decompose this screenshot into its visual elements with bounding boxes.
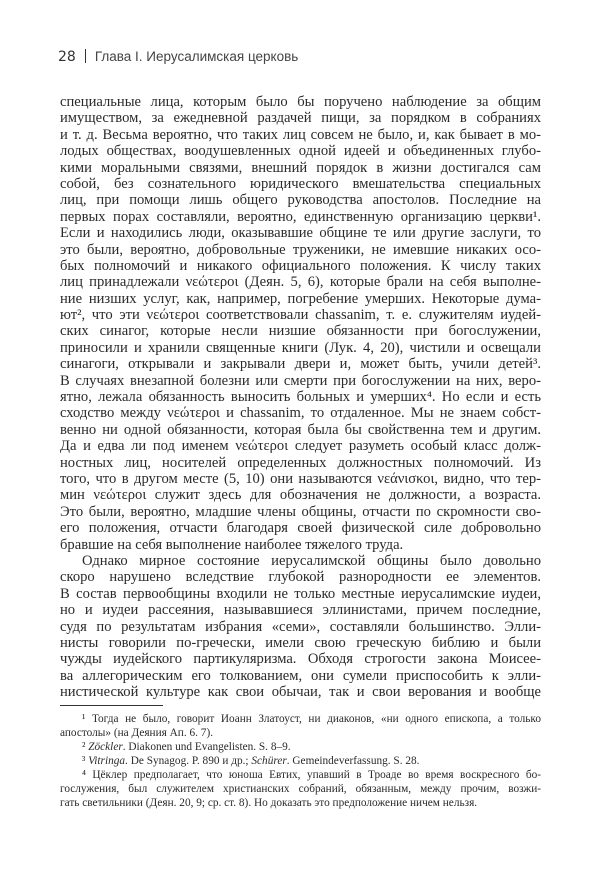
text-line: кими моральными связями, внешний порядок в жизни достигался сам [60, 159, 541, 176]
footnote-text: . De Synagog. P. 890 и др.; [125, 755, 252, 767]
text-line: приносили и хранили священные книги (Лук. 4, 20), чистили и освещали [60, 339, 541, 356]
text-line: ние низших услуг, как, например, погребение умерших. Некоторые дума- [60, 290, 541, 307]
footnote-text: апостолы» (на Деяния Ап. 6. 7). [60, 727, 214, 739]
text-line: нистической культуре как свои обычаи, так и свои верования и вообще [60, 684, 541, 701]
text-line: ют², что эти νεώτεροι соответствовали chassanim, т. е. служителям иудей- [60, 307, 541, 324]
text-line: ностных лиц, носителей определенных должностных полномочий. Из [60, 454, 541, 471]
text-line: судя по результатам избрания «семи», составляли большинство. Элли- [60, 618, 541, 635]
text-line: но и иудеи рассеяния, называвшиеся эллинистами, причем последние, [60, 602, 541, 619]
text-line: мин νεώτεροι служит здесь для обозначения не должности, а возраста. [60, 487, 541, 504]
footnote-text: ³ [82, 755, 89, 767]
text-line: нисты говорили по-гречески, имели свою греческую библию и были [60, 634, 541, 651]
footnote-line [60, 740, 541, 754]
footnote-rule [60, 705, 163, 706]
footnote-text: ⁴ Цёклер предполагает, что юноша Евтих, упавший в Троаде во время воскресного бо- [82, 769, 541, 781]
text-line: В случаях внезапной болезни или смерти при богослужении на них, веро- [60, 372, 541, 389]
text-line: это были, вероятно, добровольные труженики, не имевшие никаких осо- [60, 241, 541, 258]
text-line: скоро нарушено вследствие глубокой разнородности ее элементов. [60, 569, 541, 586]
page-number: 28 [58, 49, 76, 65]
text-line: лиц, при помощи лишь общего руководства апостолов. Последние на [60, 192, 541, 209]
footnote-line [60, 768, 541, 782]
text-line: Однако мирное состояние иерусалимской общины было довольно [82, 552, 541, 569]
text-line: ских синагог, которые несли низшие обязанности при богослужении, [60, 323, 541, 340]
text-line: венно ни одной обязанности, которая была бы свойственна тем и другим. [60, 421, 541, 438]
footnote-line [60, 754, 541, 768]
footnote-text: гать светильники (Деян. 20, 9; ср. ст. 8). Но доказать это предположение ничем нельзя. [60, 797, 478, 809]
author-name: Vitringa [88, 755, 126, 767]
text-line: специальные лица, которым было бы поручено наблюдение за общим [60, 94, 541, 110]
footnote-text: ¹ Тогда не было, говорит Иоанн Златоуст, ни диаконов, «ни одного епископа, а только [82, 713, 541, 725]
text-line: Если и находились люди, оказывавшие общине те или другие заслуги, то [60, 225, 541, 242]
footnote-text: ² [82, 741, 89, 753]
text-line: лодых обществах, воодушевленных одной идеей и объединенных глубо- [60, 143, 541, 160]
text-line: имуществом, за ежедневной раздачей пищи, за порядком в собраниях [60, 110, 541, 127]
text-line: бых полномочий и никакого официального положения. К числу таких [60, 257, 541, 274]
body-text [60, 94, 541, 700]
footnote-text: . Diakonen und Evangelisten. S. 8–9. [122, 741, 291, 753]
text-line: Это были, вероятно, младшие члены общины, отчасти по скромности сво- [60, 503, 541, 520]
footnote-text: гослужения, был служителем христианских собраний, обязанным, между прочим, возжи- [60, 783, 541, 795]
author-name: Schürer [251, 755, 287, 767]
text-line: Да и едва ли под именем νεώτεροι следует разуметь особый класс долж- [60, 438, 541, 455]
text-line: ва аллегорическим его толкованием, они сумели приспособить к элли- [60, 667, 541, 684]
header-divider [85, 49, 86, 63]
text-line: В состав первообщины входили не только местные иерусалимские иудеи, [60, 585, 541, 602]
text-line: собой, без сознательного юридического вмешательства специальных [60, 175, 541, 192]
footnotes [60, 712, 541, 810]
text-line: и т. д. Весьма вероятно, что таких лиц совсем не было, и, как бывает в мо- [60, 126, 541, 143]
text-line: синагоги, открывали и закрывали двери и, может быть, учили детей³. [60, 356, 541, 373]
chapter-title: Глава I. Иерусалимская церковь [94, 49, 299, 64]
text-line: ятно, лежала обязанность выносить больных и умерших⁴. Но если и есть [60, 389, 541, 406]
text-line: бравшие на себя выполнение наиболее тяжелого труда. [60, 536, 404, 553]
footnote-line [60, 712, 541, 726]
text-line: его положения, отчасти благодаря своей физической силе добровольно [60, 520, 541, 537]
running-header [58, 49, 298, 65]
text-line: того, что в другом месте (5, 10) они называются νεάνισκοι, видно, что тер- [60, 470, 541, 487]
text-line: лиц принадлежали νεώτεροι (Деян. 5, 6), которые брали на себя выполне- [60, 274, 541, 291]
footnote-line [60, 782, 541, 796]
text-line: сходство между νεώτεροι и chassanim, то отдаленное. Мы не знаем собст- [60, 405, 541, 422]
footnote-text: . Gemeindeverfassung. S. 28. [286, 755, 420, 767]
text-line: чужды иудейского партикуляризма. Обходя строгости закона Моисее- [60, 651, 541, 668]
footnote-line [60, 726, 541, 740]
author-name: Zöckler [88, 741, 123, 753]
text-line: первых порах составляли, вероятно, единственную организацию церкви¹. [60, 208, 541, 225]
footnote-line [60, 796, 541, 810]
